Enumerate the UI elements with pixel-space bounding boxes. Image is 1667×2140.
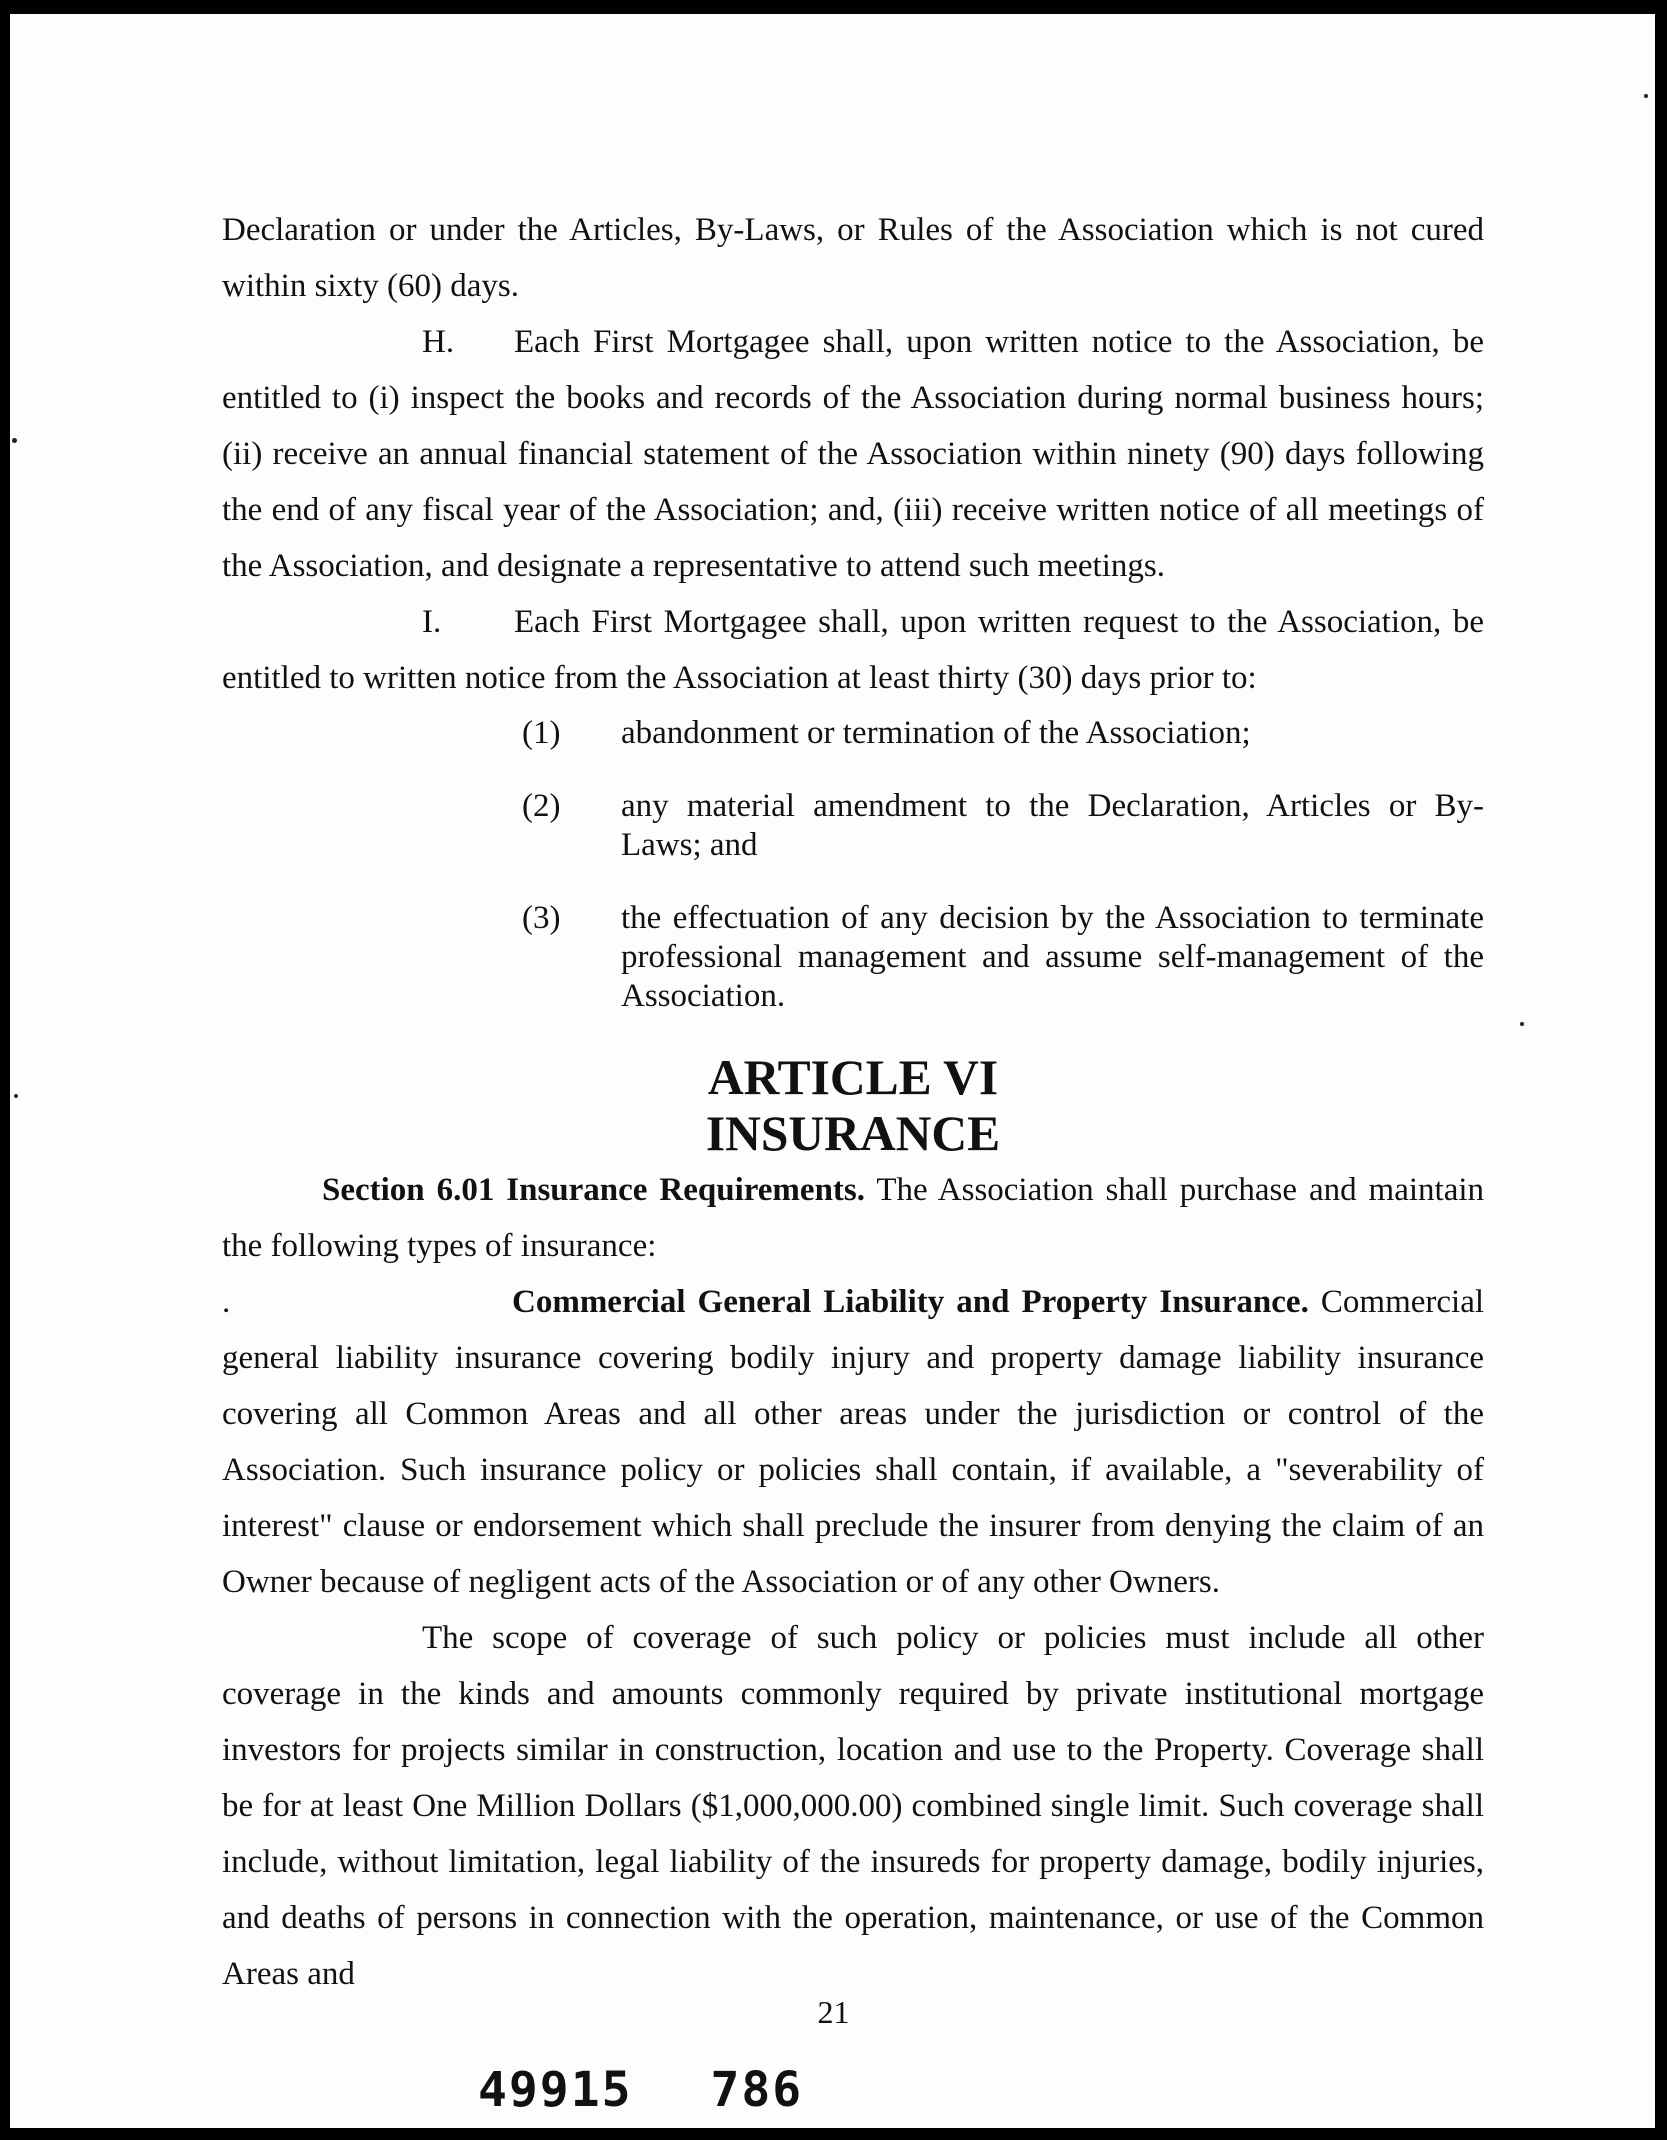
section-601-text: The Association shall purchase and maintain the following types of insurance: xyxy=(222,1172,1485,1264)
paragraph-i xyxy=(222,594,1484,706)
page-number: 21 xyxy=(817,1994,850,2030)
cgl-title: Commercial General Liability and Property Insurance. xyxy=(512,1284,1309,1320)
doc-code-right: 786 xyxy=(710,2062,804,2118)
list-item-number: (1) xyxy=(522,715,561,751)
list-item-text: abandonment or termination of the Association; xyxy=(621,715,1251,751)
paragraph-i-letter: I. xyxy=(422,604,442,640)
document-page xyxy=(10,14,1655,2128)
list-item xyxy=(222,899,1484,1016)
article-subheading: INSURANCE xyxy=(705,1106,1001,1161)
intro-paragraph: Declaration or under the Articles, By-Laws, or Rules of the Association which is not cured within sixty (60) days. xyxy=(222,212,1484,304)
doc-code-left: 49915 xyxy=(478,2062,633,2118)
paragraph-h-text: Each First Mortgagee shall, upon written notice to the Association, be entitled to (i) inspect the books and records of the Association during normal business hours; (ii) receive an annual financial statement of the Association within ninety (90) days following the end of any fiscal year of the Association; and, (iii) receive written notice of all meetings of the Association, and designate a representative to attend such meetings. xyxy=(222,324,1484,584)
list-item-number: (3) xyxy=(522,900,561,936)
scan-speck xyxy=(1520,1022,1524,1026)
list-item-text: the effectuation of any decision by the Association to terminate professional management and assume self-management of the Association. xyxy=(621,900,1484,1014)
scope-paragraph: The scope of coverage of such policy or policies must include all other coverage in the kinds and amounts commonly required by private institutional mortgage investors for projects similar in construction, location and use to the Property. Coverage shall be for at least One Million Dollars ($1,000,000.00) combined single limit. Such coverage shall include, without limitation, legal liability of the insureds for property damage, bodily injuries, and deaths of persons in connection with the operation, maintenance, or use of the Common Areas and xyxy=(222,1620,1484,1992)
scan-speck xyxy=(14,1094,18,1098)
section-601-paragraph xyxy=(222,1162,1484,1274)
paragraph-i-text: Each First Mortgagee shall, upon written request to the Association, be entitled to written notice from the Association at least thirty (30) days prior to: xyxy=(222,604,1484,696)
list-item xyxy=(222,714,1484,753)
list-item xyxy=(222,787,1484,865)
list-item-number: (2) xyxy=(522,788,561,824)
article-heading: ARTICLE VI xyxy=(707,1050,999,1105)
document-body xyxy=(222,202,1484,2002)
scan-speck xyxy=(12,438,17,443)
notice-list xyxy=(222,714,1484,1016)
scan-speck xyxy=(1644,94,1648,98)
paragraph-h-letter: H. xyxy=(422,324,455,360)
paragraph-h xyxy=(222,314,1484,594)
section-601-title: Section 6.01 Insurance Requirements. xyxy=(322,1172,866,1208)
cgl-text: Commercial general liability insurance covering bodily injury and property damage liability insurance covering all Common Areas and all other areas under the jurisdiction or control of the Association. Such insurance policy or policies shall contain, if available, a "severability of interest" clause or endorsement which shall preclude the insurer from denying the claim of an Owner because of negligent acts of the Association or of any other Owners. xyxy=(222,1284,1485,1600)
cgl-mark: . xyxy=(222,1284,231,1320)
cgl-paragraph xyxy=(222,1274,1484,1610)
list-item-text: any material amendment to the Declaration, Articles or By-Laws; and xyxy=(621,788,1484,863)
document-control-number xyxy=(478,2062,803,2118)
